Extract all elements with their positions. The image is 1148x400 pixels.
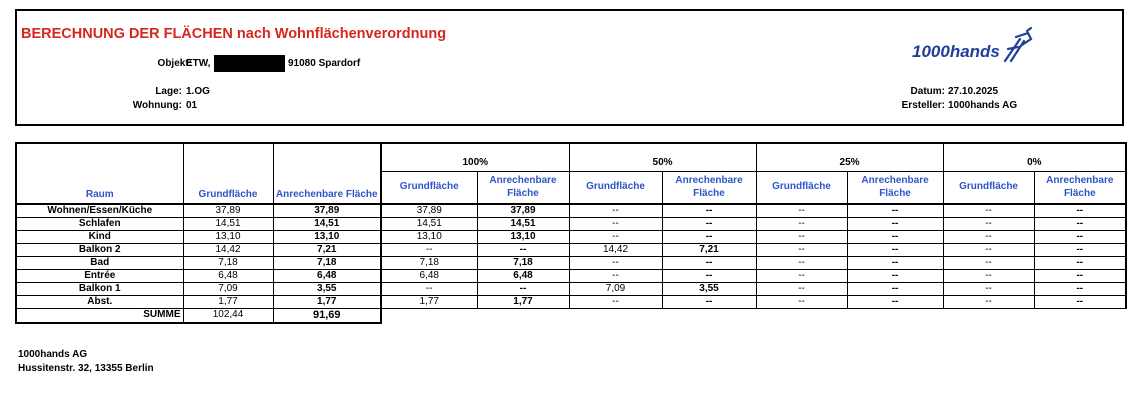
anrechenbar-cell: 7,18	[477, 257, 569, 270]
anrechenbar-cell: --	[1034, 270, 1126, 283]
subheader-grundflaeche: Grundfläche	[381, 171, 477, 204]
grundflaeche-cell: --	[756, 296, 847, 309]
anrechenbar-cell: --	[1034, 244, 1126, 257]
subheader-anrechenbar: Anrechenbare Fläche	[1034, 171, 1126, 204]
document-title: BERECHNUNG DER FLÄCHEN nach Wohnflächenverordnung	[21, 26, 447, 42]
grundflaeche-cell: --	[756, 244, 847, 257]
grundflaeche-cell: --	[943, 244, 1034, 257]
grundflaeche-cell: --	[943, 231, 1034, 244]
grundflaeche-cell: --	[381, 283, 477, 296]
datum-label: Datum:	[910, 86, 945, 97]
anrechenbar-cell: 7,21	[273, 244, 381, 257]
subheader-grundflaeche: Grundfläche	[943, 171, 1034, 204]
anrechenbar-cell: 13,10	[273, 231, 381, 244]
grundflaeche-cell: 6,48	[381, 270, 477, 283]
anrechenbar-cell: 14,51	[477, 218, 569, 231]
room-name-cell: Wohnen/Essen/Küche	[16, 204, 183, 218]
room-name-cell: Entrée	[16, 270, 183, 283]
anrechenbar-cell: 37,89	[477, 204, 569, 218]
anrechenbar-cell: 1,77	[273, 296, 381, 309]
anrechenbar-cell: --	[662, 204, 756, 218]
company-logo	[910, 25, 1035, 69]
anrechenbar-cell: 6,48	[273, 270, 381, 283]
anrechenbar-cell: --	[1034, 296, 1126, 309]
group-header-25: 25%	[756, 143, 943, 171]
grundflaeche-cell: --	[569, 270, 662, 283]
grundflaeche-cell: --	[756, 257, 847, 270]
anrechenbar-cell: --	[847, 257, 943, 270]
table-body	[16, 204, 1126, 309]
grundflaeche-cell: --	[943, 270, 1034, 283]
anrechenbar-cell: 1,77	[477, 296, 569, 309]
wohnung-label: Wohnung:	[132, 100, 182, 111]
grundflaeche-cell: 6,48	[183, 270, 273, 283]
objekt-location: 91080 Spardorf	[288, 58, 361, 69]
grundflaeche-cell: 14,42	[569, 244, 662, 257]
summe-row	[16, 309, 1126, 323]
subheader-anrechenbar: Anrechenbare Fläche	[662, 171, 756, 204]
summe-spacer	[381, 309, 1126, 323]
anrechenbar-cell: --	[847, 283, 943, 296]
table-row	[16, 283, 1126, 296]
footer-address: Hussitenstr. 32, 13355 Berlin	[18, 363, 154, 374]
grundflaeche-cell: --	[943, 257, 1034, 270]
grundflaeche-cell: --	[569, 257, 662, 270]
anrechenbar-cell: --	[847, 296, 943, 309]
grundflaeche-cell: 13,10	[381, 231, 477, 244]
ersteller-label: Ersteller:	[901, 100, 945, 111]
grundflaeche-cell: 1,77	[183, 296, 273, 309]
grundflaeche-cell: 13,10	[183, 231, 273, 244]
table-row	[16, 257, 1126, 270]
room-name-cell: Balkon 2	[16, 244, 183, 257]
ersteller-value: 1000hands AG	[948, 100, 1018, 111]
header-box	[15, 9, 1124, 126]
grundflaeche-cell: --	[943, 296, 1034, 309]
anrechenbar-cell: --	[1034, 231, 1126, 244]
anrechenbar-cell: --	[477, 283, 569, 296]
group-header-50: 50%	[569, 143, 756, 171]
anrechenbar-cell: --	[662, 257, 756, 270]
group-header-0: 0%	[943, 143, 1126, 171]
grundflaeche-cell: --	[756, 231, 847, 244]
table-row	[16, 231, 1126, 244]
anrechenbar-cell: --	[477, 244, 569, 257]
grundflaeche-cell: 1,77	[381, 296, 477, 309]
subheader-anrechenbar: Anrechenbare Fläche	[847, 171, 943, 204]
grundflaeche-cell: --	[569, 231, 662, 244]
col-header-grundflaeche: Grundfläche	[183, 143, 273, 204]
anrechenbar-cell: 7,18	[273, 257, 381, 270]
col-header-anrechenbar: Anrechenbare Fläche	[273, 143, 381, 204]
grundflaeche-cell: --	[756, 218, 847, 231]
summe-grundflaeche: 102,44	[183, 309, 273, 323]
grundflaeche-cell: --	[756, 270, 847, 283]
lage-value: 1.OG	[186, 86, 210, 97]
col-header-raum: Raum	[16, 143, 183, 204]
grundflaeche-cell: --	[569, 204, 662, 218]
room-name-cell: Bad	[16, 257, 183, 270]
anrechenbar-cell: 3,55	[273, 283, 381, 296]
grundflaeche-cell: --	[756, 204, 847, 218]
lage-label: Lage:	[155, 86, 182, 97]
room-name-cell: Abst.	[16, 296, 183, 309]
summe-anrechenbar: 91,69	[273, 309, 381, 323]
anrechenbar-cell: --	[662, 296, 756, 309]
grundflaeche-cell: 37,89	[183, 204, 273, 218]
grundflaeche-cell: 7,18	[183, 257, 273, 270]
group-header-100: 100%	[381, 143, 569, 171]
anrechenbar-cell: --	[662, 270, 756, 283]
table-row	[16, 218, 1126, 231]
grundflaeche-cell: --	[756, 283, 847, 296]
anrechenbar-cell: --	[1034, 204, 1126, 218]
table-row	[16, 204, 1126, 218]
anrechenbar-cell: 6,48	[477, 270, 569, 283]
grundflaeche-cell: 14,51	[183, 218, 273, 231]
wohnung-value: 01	[186, 100, 198, 111]
room-name-cell: Balkon 1	[16, 283, 183, 296]
subheader-grundflaeche: Grundfläche	[569, 171, 662, 204]
anrechenbar-cell: --	[662, 218, 756, 231]
anrechenbar-cell: 37,89	[273, 204, 381, 218]
objekt-prefix: ETW,	[186, 58, 211, 69]
logo-text: 1000hands	[912, 42, 1000, 61]
anrechenbar-cell: --	[662, 231, 756, 244]
table-row	[16, 244, 1126, 257]
anrechenbar-cell: 14,51	[273, 218, 381, 231]
redaction-bar	[214, 55, 285, 72]
grundflaeche-cell: 7,09	[183, 283, 273, 296]
anrechenbar-cell: --	[1034, 283, 1126, 296]
anrechenbar-cell: --	[847, 218, 943, 231]
grundflaeche-cell: --	[943, 204, 1034, 218]
grundflaeche-cell: --	[943, 218, 1034, 231]
anrechenbar-cell: --	[847, 204, 943, 218]
subheader-grundflaeche: Grundfläche	[756, 171, 847, 204]
datum-value: 27.10.2025	[948, 86, 999, 97]
grundflaeche-cell: 37,89	[381, 204, 477, 218]
anrechenbar-cell: 7,21	[662, 244, 756, 257]
room-name-cell: Schlafen	[16, 218, 183, 231]
anrechenbar-cell: 3,55	[662, 283, 756, 296]
table-row	[16, 296, 1126, 309]
subheader-anrechenbar: Anrechenbare Fläche	[477, 171, 569, 204]
grundflaeche-cell: 7,09	[569, 283, 662, 296]
anrechenbar-cell: --	[847, 244, 943, 257]
anrechenbar-cell: 13,10	[477, 231, 569, 244]
grundflaeche-cell: 14,42	[183, 244, 273, 257]
grundflaeche-cell: --	[381, 244, 477, 257]
table-row	[16, 270, 1126, 283]
anrechenbar-cell: --	[847, 270, 943, 283]
anrechenbar-cell: --	[1034, 257, 1126, 270]
hand-icon	[1005, 28, 1031, 61]
anrechenbar-cell: --	[1034, 218, 1126, 231]
objekt-label: Objekt:	[157, 58, 192, 69]
grundflaeche-cell: --	[943, 283, 1034, 296]
summe-label: SUMME	[16, 309, 183, 323]
grundflaeche-cell: 14,51	[381, 218, 477, 231]
grundflaeche-cell: --	[569, 296, 662, 309]
anrechenbar-cell: --	[847, 231, 943, 244]
grundflaeche-cell: --	[569, 218, 662, 231]
room-name-cell: Kind	[16, 231, 183, 244]
area-table	[15, 142, 1127, 324]
footer-company: 1000hands AG	[18, 349, 88, 360]
grundflaeche-cell: 7,18	[381, 257, 477, 270]
